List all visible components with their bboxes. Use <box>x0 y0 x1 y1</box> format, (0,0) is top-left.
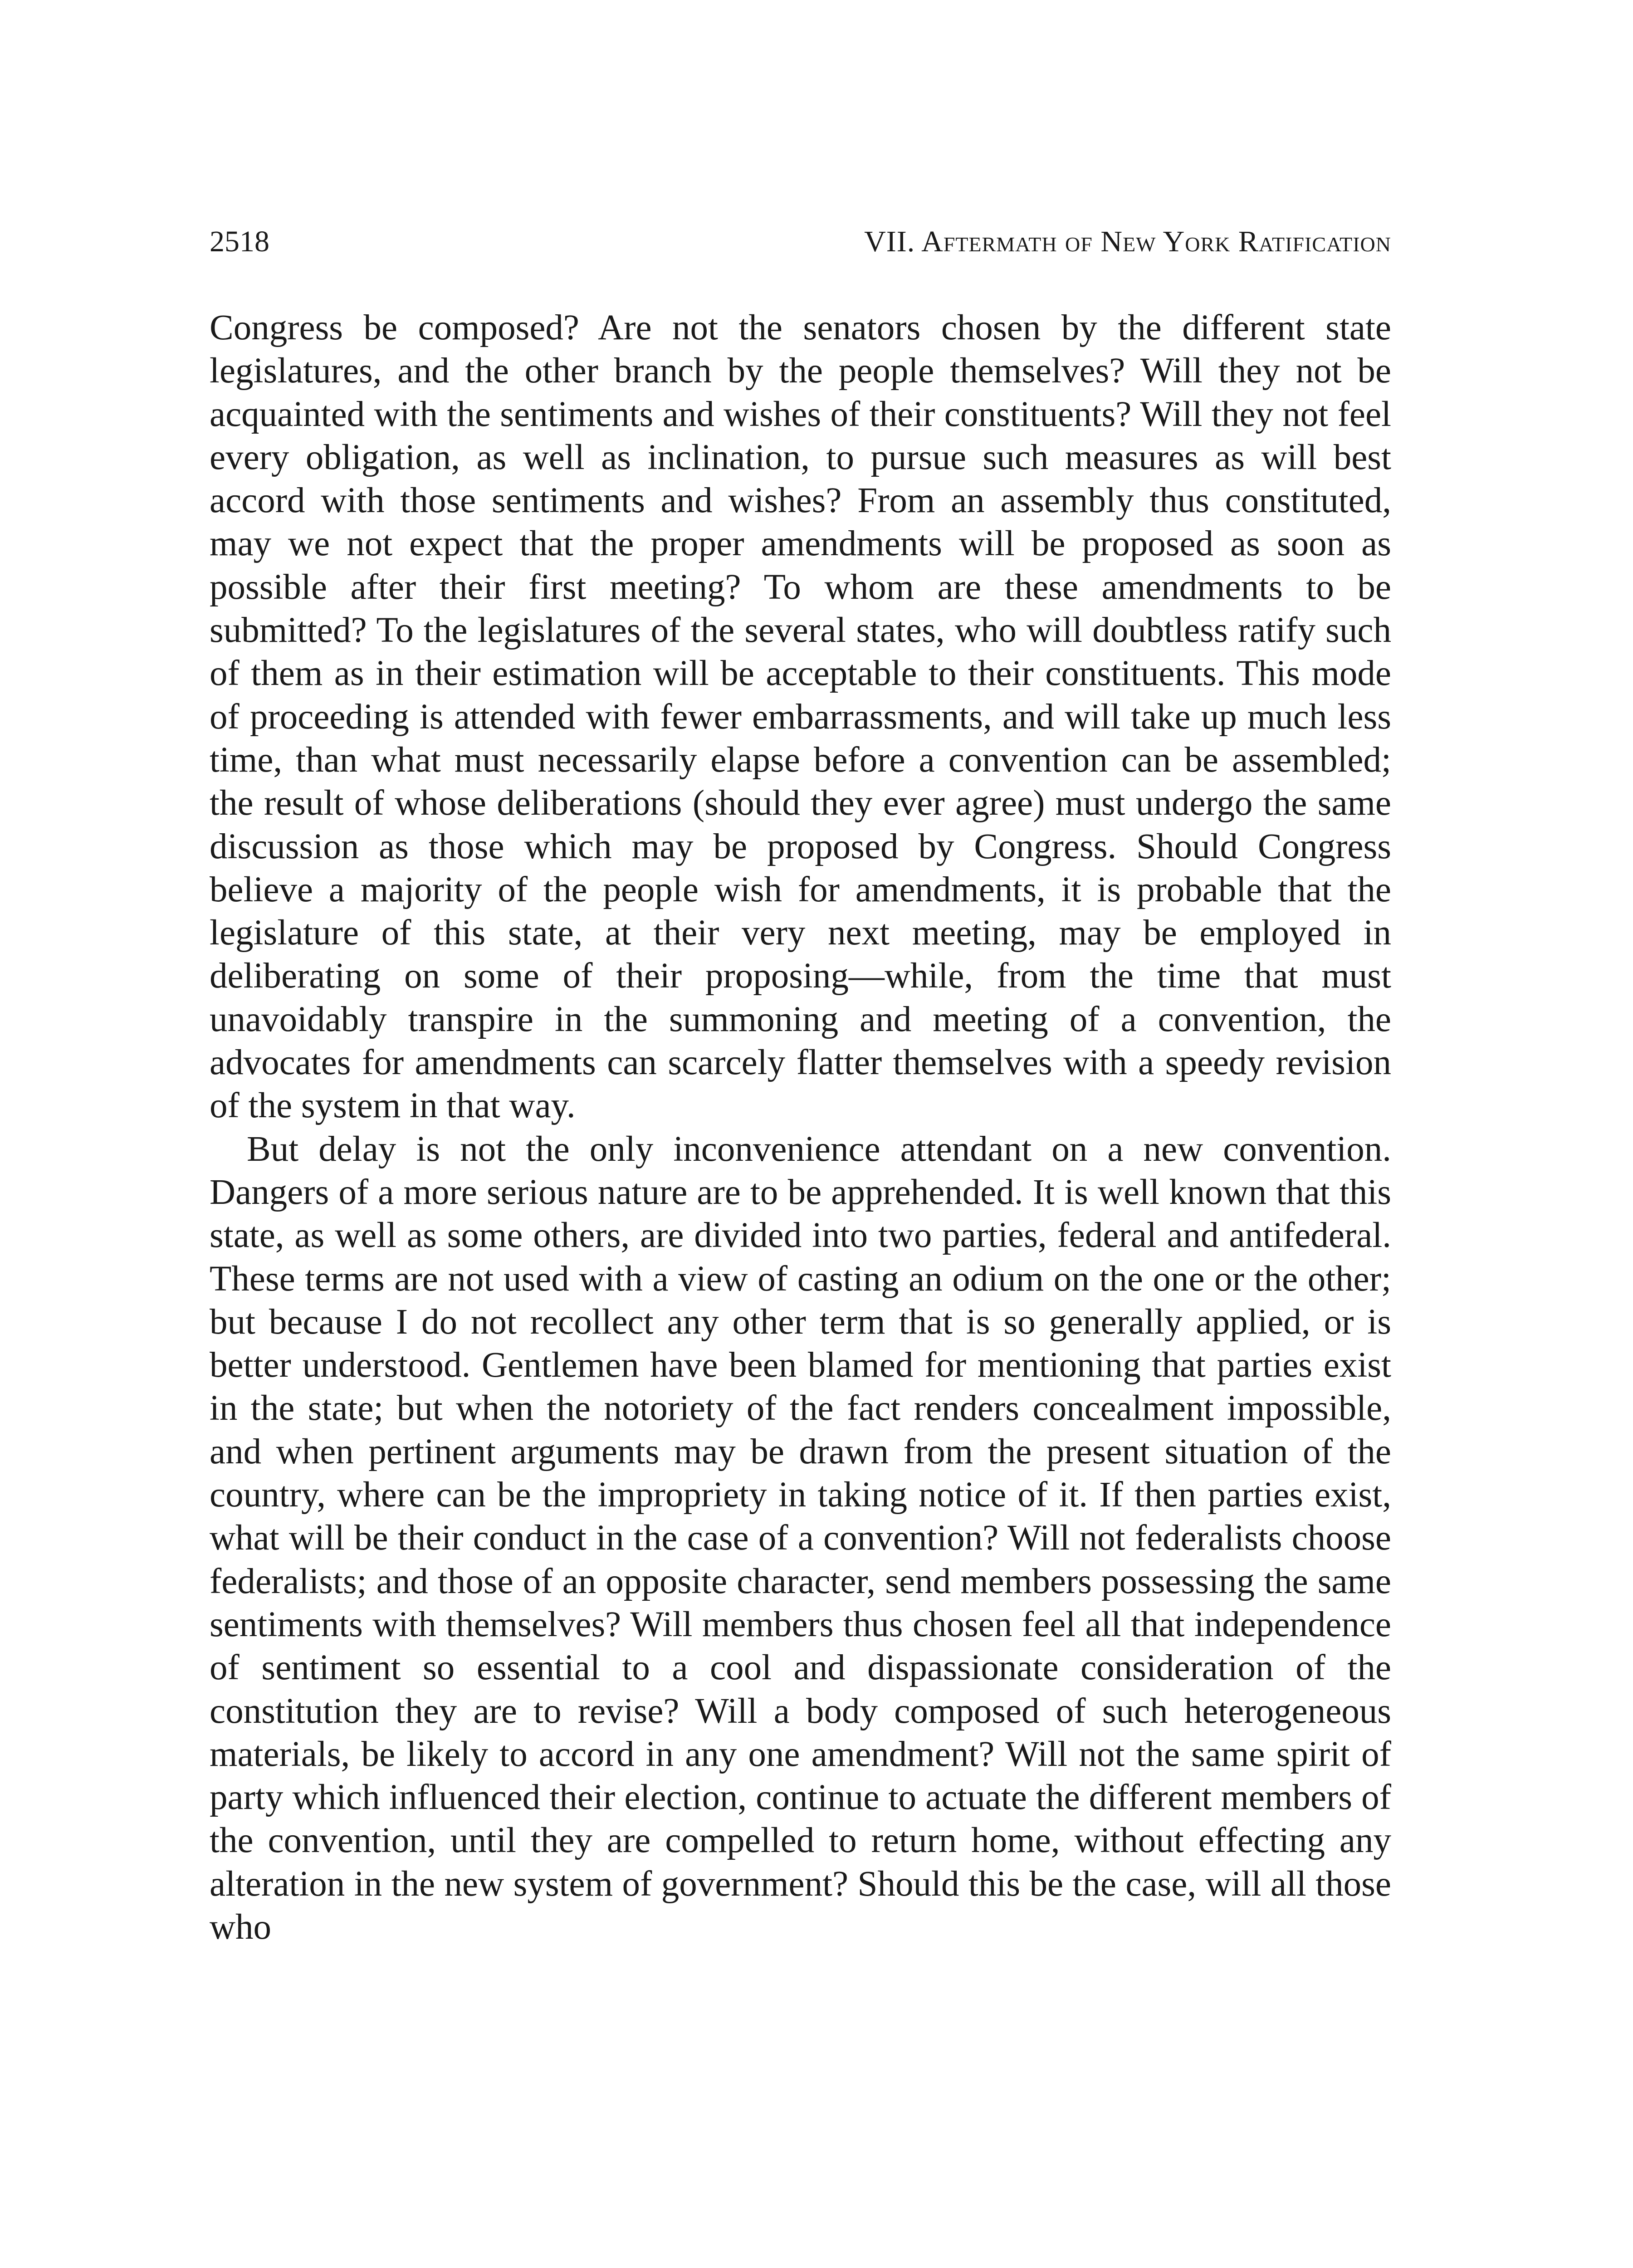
page-number: 2518 <box>210 225 269 258</box>
running-head <box>210 221 1391 262</box>
body-text <box>210 306 1391 1949</box>
paragraph-1: Congress be composed? Are not the senators chosen by the different state legislatures, and the other branch by the people themselves? Will they not be acquainted with the sentiments and wishes of their constituents? Will they not feel every obligation, as well as inclination, to pursue such measures as will best accord with those sentiments and wishes? From an assembly thus constituted, may we not expect that the proper amendments will be proposed as soon as possible after their first meeting? To whom are these amendments to be submitted? To the legislatures of the several states, who will doubtless ratify such of them as in their estimation will be acceptable to their constituents. This mode of proceeding is attended with fewer embarrassments, and will take up much less time, than what must necessarily elapse before a convention can be assembled; the result of whose deliberations (should they ever agree) must undergo the same discussion as those which may be proposed by Congress. Should Congress believe a majority of the people wish for amendments, it is probable that the legislature of this state, at their very next meeting, may be employed in deliberating on some of their proposing—while, from the time that must unavoidably transpire in the summoning and meeting of a convention, the advocates for amendments can scarcely flatter themselves with a speedy revision of the system in that way. <box>210 308 1391 1126</box>
section-title: VII. Aftermath of New York Ratification <box>864 225 1391 258</box>
paragraph-2: But delay is not the only inconvenience attendant on a new convention. Dangers of a more serious nature are to be apprehended. It is well known that this state, as well as some others, are divided into two parties, federal and antifederal. These terms are not used with a view of casting an odium on the one or the other; but because I do not recollect any other term that is so generally applied, or is better understood. Gentlemen have been blamed for mentioning that parties exist in the state; but when the notoriety of the fact renders concealment impossible, and when pertinent arguments may be drawn from the present situation of the country, where can be the impropriety in taking notice of it. If then parties exist, what will be their conduct in the case of a convention? Will not federalists choose federalists; and those of an opposite character, send members possessing the same sentiments with themselves? Will members thus chosen feel all that independence of sentiment so essential to a cool and dispassionate consideration of the constitution they are to revise? Will a body composed of such heterogeneous materials, be likely to accord in any one amendment? Will not the same spirit of party which influenced their election, continue to actuate the different members of the convention, until they are compelled to return home, without effecting any alteration in the new system of government? Should this be the case, will all those who <box>210 1129 1391 1947</box>
